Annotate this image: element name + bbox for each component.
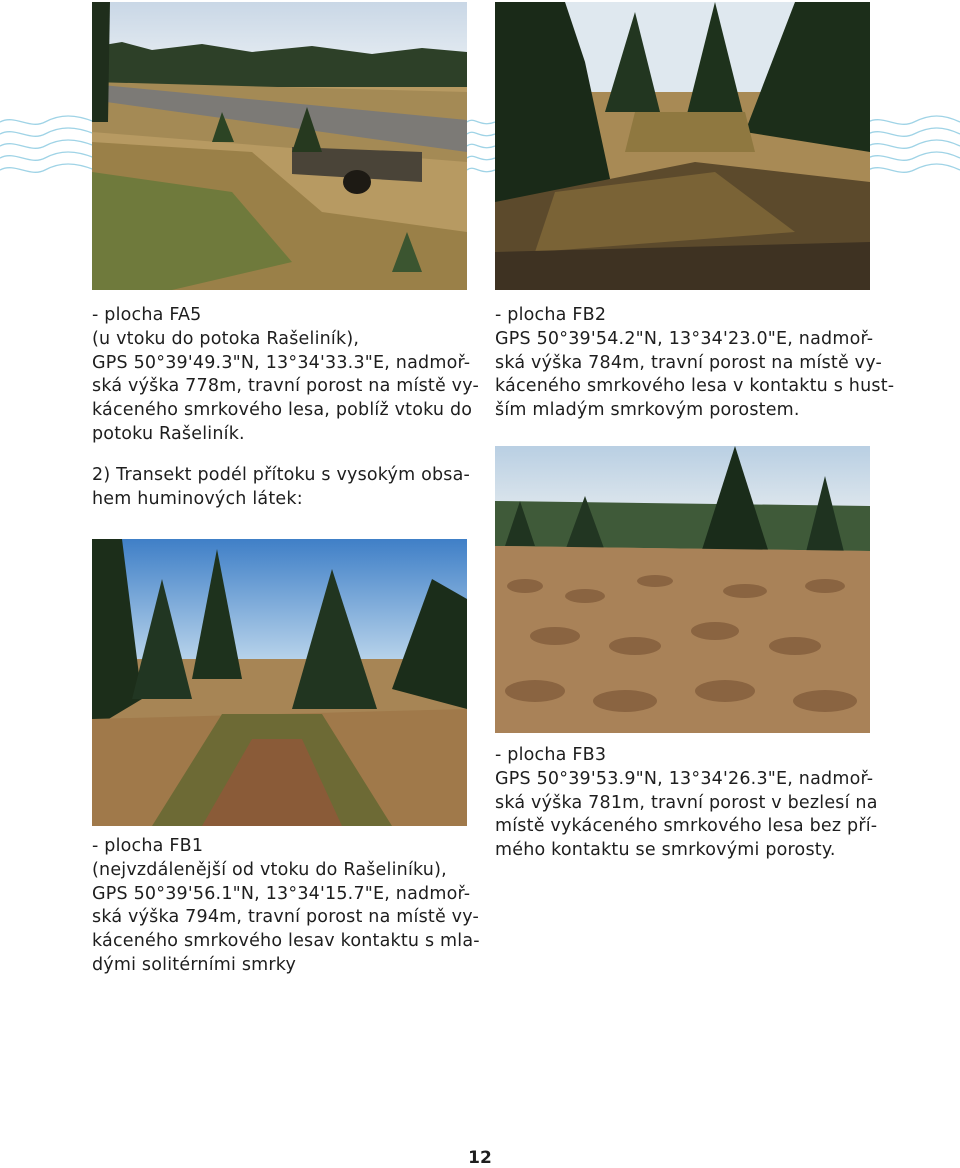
heading-line: hem huminových látek: xyxy=(92,488,303,509)
page-number: 12 xyxy=(468,1148,492,1168)
caption-line: potoku Rašeliník. xyxy=(92,423,245,444)
caption-line: ská výška 794m, travní porost na místě vy- xyxy=(92,907,479,928)
caption-line: káceného smrkového lesa v kontaktu s hust- xyxy=(495,376,895,397)
section-heading-transect xyxy=(92,464,471,512)
caption-line: - plocha FB1 xyxy=(92,836,204,856)
decorative-wave-lines-right xyxy=(868,100,960,190)
caption-line: ská výška 778m, travní porost na místě vy- xyxy=(92,376,479,397)
photo-fb3-tussock-meadow xyxy=(495,446,870,733)
caption-line: ším mladým smrkovým porostem. xyxy=(495,400,800,421)
caption-line: - plocha FB2 xyxy=(495,305,607,325)
caption-line: GPS 50°39'56.1"N, 13°34'15.7"E, nadmoř- xyxy=(92,883,471,904)
caption-line: - plocha FB3 xyxy=(495,745,607,765)
caption-line: (u vtoku do potoka Rašeliník), xyxy=(92,328,360,349)
caption-fb2 xyxy=(495,304,895,423)
decorative-wave-lines-left xyxy=(0,100,95,190)
caption-fa5 xyxy=(92,304,479,447)
caption-fb3 xyxy=(495,744,878,863)
photo-fb1-grass-path xyxy=(92,539,467,826)
photo-fb2-spruce-clearing xyxy=(495,2,870,290)
caption-line: - plocha FA5 xyxy=(92,305,202,325)
heading-line: 2) Transekt podél přítoku s vysokým obsa- xyxy=(92,465,471,485)
caption-line: káceného smrkového lesa, poblíž vtoku do xyxy=(92,400,473,421)
caption-line: (nejvzdálenější od vtoku do Rašeliníku), xyxy=(92,859,447,880)
caption-line: GPS 50°39'54.2"N, 13°34'23.0"E, nadmoř- xyxy=(495,328,874,349)
caption-line: dými solitérními smrky xyxy=(92,954,297,975)
caption-line: GPS 50°39'49.3"N, 13°34'33.3"E, nadmoř- xyxy=(92,352,471,373)
decorative-wave-lines-middle xyxy=(467,100,495,190)
caption-line: mého kontaktu se smrkovými porosty. xyxy=(495,840,836,861)
photo-fa5-stream-inlet xyxy=(92,2,467,290)
caption-line: ská výška 781m, travní porost v bezlesí na xyxy=(495,792,878,813)
caption-line: káceného smrkového lesav kontaktu s mla- xyxy=(92,931,480,952)
caption-line: místě vykáceného smrkového lesa bez pří- xyxy=(495,816,878,837)
caption-line: GPS 50°39'53.9"N, 13°34'26.3"E, nadmoř- xyxy=(495,768,874,789)
caption-line: ská výška 784m, travní porost na místě vy- xyxy=(495,352,882,373)
caption-fb1 xyxy=(92,835,480,978)
